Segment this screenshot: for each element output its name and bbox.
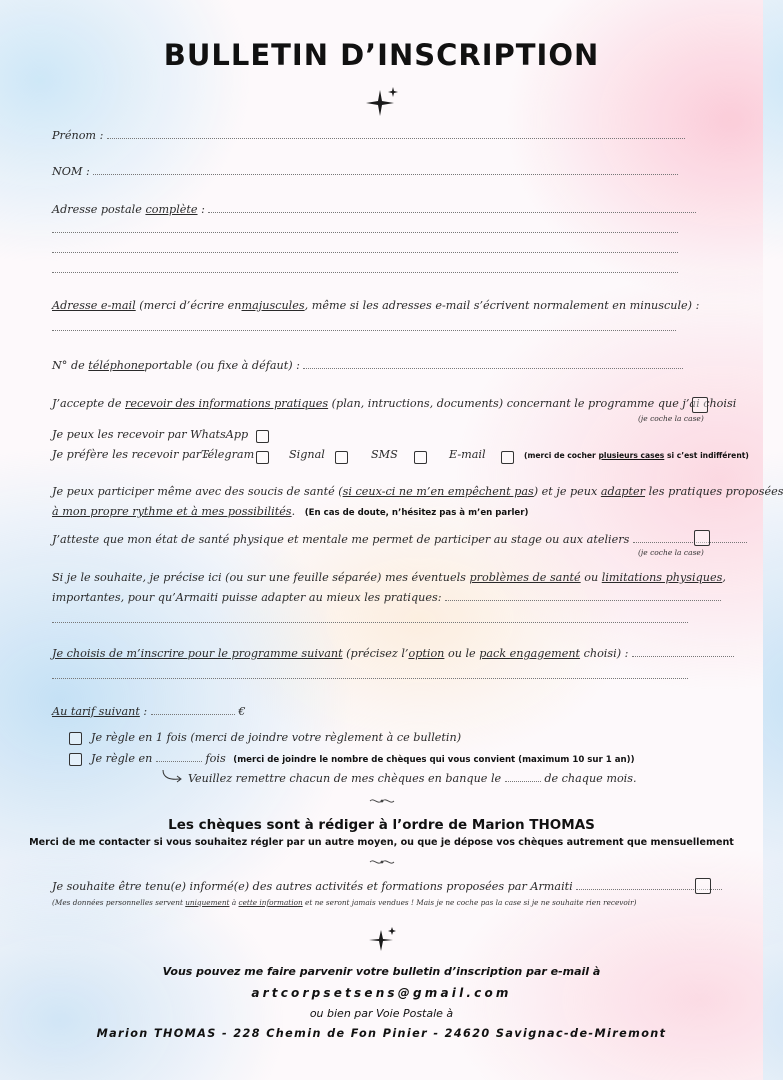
adresse-field[interactable]: [52, 203, 696, 216]
email-option-checkbox[interactable]: [501, 447, 514, 466]
accept-info-text: [52, 397, 736, 410]
pay-multiple-label-a: Je règle en: [91, 752, 153, 765]
pay-once-label: Je règle en 1 fois (merci de joindre votre règlement à ce bulletin): [91, 731, 462, 744]
tarif-label: Au tarif suivant: [52, 705, 140, 718]
nom-field[interactable]: [52, 165, 678, 178]
note-2: de cocher: [554, 451, 596, 460]
telegram-label: Télegram: [201, 448, 255, 461]
cheques-sub: Merci de me contacter si vous souhaitez régler par un autre moyen, ou que je dépose vos chèques autrement que mensuellement: [29, 837, 734, 848]
sante-paragraph-2: [52, 505, 528, 518]
sante-p1-d: adapter: [600, 485, 646, 498]
newsletter-note: [52, 898, 636, 907]
accept-coche-note: (je coche la case): [638, 414, 704, 423]
adresse-label: Adresse postale: [52, 203, 142, 216]
newsletter-note-b: uniquement: [185, 898, 230, 907]
newsletter-note-c: à: [231, 898, 237, 907]
newsletter-note-d: cette information: [238, 898, 303, 907]
note-3: plusieurs cases: [598, 451, 665, 460]
pay-once-checkbox[interactable]: [69, 728, 82, 747]
sparkle-icon: [364, 86, 400, 120]
sante-doubt-note: (En cas de doute, n’hésitez pas à m’en parler): [304, 508, 529, 518]
footer-postal-intro: ou bien par Voie Postale à: [309, 1007, 454, 1020]
page-title: BULLETIN D’INSCRIPTION: [163, 38, 600, 72]
atteste-coche-note: (je coche la case): [638, 548, 704, 557]
sante-paragraph-1: [52, 485, 783, 498]
sante-p1-c: ) et je peux: [533, 485, 598, 498]
pay-multiple-checkbox[interactable]: [69, 749, 82, 768]
pay-multiple-note: (merci de joindre le nombre de chèques qui vous convient (maximum 10 sur 1 an)): [233, 755, 635, 765]
souhaite-c: ou: [584, 571, 599, 584]
note-1: (merci: [524, 451, 552, 460]
souhaite-b: problèmes de santé: [469, 571, 581, 584]
souhaite-text-1: [52, 571, 726, 584]
multiple-choice-note: [524, 451, 749, 460]
telephone-field[interactable]: [52, 359, 683, 372]
footer-address: Marion THOMAS - 228 Chemin de Fon Pinier - 24620 Savignac-de-Miremont: [96, 1027, 667, 1040]
newsletter-note-a: (Mes données personnelles servent: [52, 898, 183, 907]
newsletter-note-e: et ne seront jamais vendues ! Mais je ne coche pas la case si je ne souhaite rien recevoir): [305, 898, 637, 907]
email-field-label: [52, 299, 699, 312]
tarif-field[interactable]: [52, 705, 245, 718]
programme-label-e: pack engagement: [479, 647, 581, 660]
accept-text-2: recevoir des informations pratiques: [125, 397, 329, 410]
souhaite-label-2: importantes, pour qu’Armaiti puisse adapter au mieux les pratiques:: [52, 591, 442, 604]
souhaite-line-2[interactable]: [52, 613, 688, 626]
souhaite-e: ,: [722, 571, 726, 584]
sante-p1-b: si ceux-ci ne m’en empêchent pas: [342, 485, 534, 498]
remettre-field[interactable]: [188, 772, 637, 785]
adresse-line-4[interactable]: [52, 263, 678, 276]
email-note-1: (merci d’écrire en: [139, 299, 242, 312]
souhaite-field[interactable]: [52, 591, 721, 604]
tel-label-3: portable (ou fixe à défaut) :: [144, 359, 300, 372]
programme-line-2[interactable]: [52, 669, 688, 682]
footer-email[interactable]: artcorpsetsens@gmail.com: [251, 986, 512, 1000]
programme-field[interactable]: [52, 647, 734, 660]
newsletter-checkbox[interactable]: [695, 875, 711, 894]
adresse-line-3[interactable]: [52, 243, 678, 256]
souhaite-a: Si je le souhaite, je précise ici (ou sur une feuille séparée) mes éventuels: [52, 571, 466, 584]
atteste-label: J’atteste que mon état de santé physique et mentale me permet de participer au stage ou aux ateliers: [52, 533, 630, 546]
sante-p2-a: à mon propre rythme et à mes possibilités: [52, 505, 292, 518]
remettre-label-b: de chaque mois.: [544, 772, 637, 785]
newsletter-text: [52, 880, 722, 893]
accept-text-3: (plan, intructions, documents) concernant le programme que j’ai choisi: [331, 397, 737, 410]
pay-multiple-label-b: fois: [205, 752, 226, 765]
note-4: si c’est indifférent): [666, 451, 749, 460]
newsletter-label: Je souhaite être tenu(e) informé(e) des autres activités et formations proposées par Armaiti: [52, 880, 573, 893]
programme-label-f: choisi) :: [583, 647, 629, 660]
sms-checkbox[interactable]: [414, 447, 427, 466]
email-option-label: E-mail: [449, 448, 486, 461]
programme-label-b: (précisez l’: [346, 647, 409, 660]
sparkle-icon-bottom: [368, 926, 398, 954]
email-field[interactable]: [52, 321, 676, 334]
whatsapp-label: Je peux les recevoir par WhatsApp: [52, 428, 249, 441]
adresse-line-2[interactable]: [52, 223, 678, 236]
ornament-icon: [368, 796, 396, 806]
signal-checkbox[interactable]: [335, 447, 348, 466]
prenom-label: Prénom :: [52, 129, 104, 142]
programme-label-d: ou le: [447, 647, 476, 660]
email-note-2: majuscules: [241, 299, 305, 312]
curved-arrow-icon: [160, 768, 184, 784]
remettre-label-a: Veuillez remettre chacun de mes chèques en banque le: [188, 772, 502, 785]
programme-label-a: Je choisis de m’inscrire pour le programme suivant: [52, 647, 343, 660]
prefere-label: Je préfère les recevoir par :: [52, 448, 209, 461]
adresse-complete-label: complète: [145, 203, 198, 216]
footer-intro: Vous pouvez me faire parvenir votre bulletin d’inscription par e-mail à: [162, 965, 601, 978]
nom-label: NOM :: [52, 165, 90, 178]
sante-p2-b: .: [291, 505, 296, 518]
sante-p1-e: les pratiques proposées: [648, 485, 783, 498]
ornament-icon-2: [368, 857, 396, 867]
euro-symbol: €: [238, 705, 246, 718]
programme-label-c: option: [408, 647, 445, 660]
adresse-colon: :: [201, 203, 205, 216]
accept-info-checkbox[interactable]: [692, 394, 708, 413]
souhaite-d: limitations physiques: [601, 571, 723, 584]
tel-label-2: téléphone: [88, 359, 145, 372]
telegram-checkbox[interactable]: [256, 447, 269, 466]
atteste-text: [52, 533, 747, 546]
cheques-heading: Les chèques sont à rédiger à l’ordre de Marion THOMAS: [168, 817, 595, 833]
whatsapp-checkbox[interactable]: [256, 426, 269, 445]
prenom-field[interactable]: [52, 129, 685, 142]
atteste-checkbox[interactable]: [694, 527, 710, 546]
tel-label-1: N° de: [52, 359, 85, 372]
sms-label: SMS: [371, 448, 398, 461]
tarif-colon: :: [143, 705, 148, 718]
accept-text-1: J’accepte de: [52, 397, 122, 410]
signal-label: Signal: [289, 448, 325, 461]
pay-multiple-field[interactable]: [91, 752, 635, 765]
email-note-3: , même si les adresses e-mail s’écrivent normalement en minuscule) :: [304, 299, 700, 312]
email-label: Adresse e-mail: [52, 299, 136, 312]
sante-p1-a: Je peux participer même avec des soucis de santé (: [52, 485, 343, 498]
